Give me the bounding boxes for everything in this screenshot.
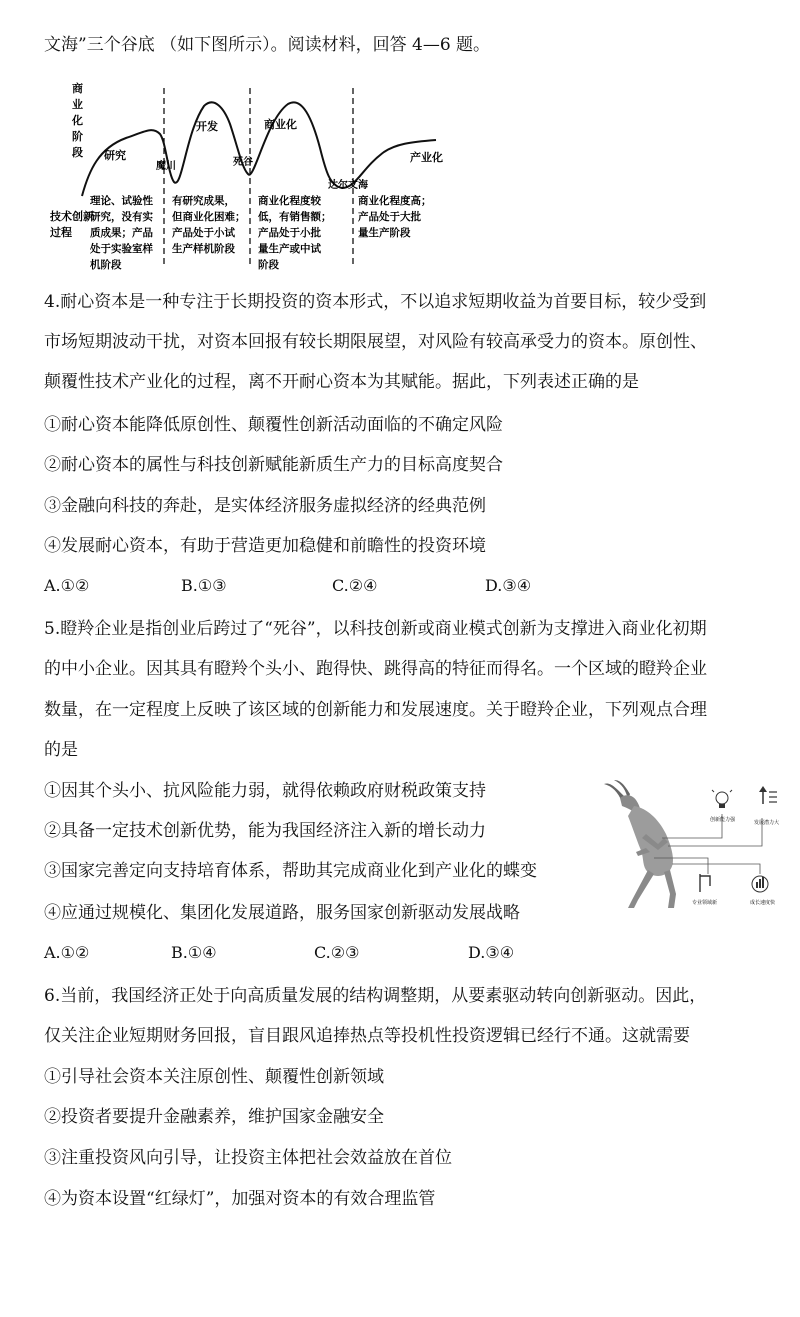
svg-text:段: 段: [72, 146, 83, 159]
peak-label-research: 研究: [104, 149, 126, 162]
svg-text:阶: 阶: [72, 130, 83, 143]
stage-text-line: 研究，没有实: [90, 211, 153, 223]
row-label-2: 过程: [50, 226, 72, 239]
q5-item-3: ③国家完善定向支持培育体系，帮助其完成商业化到产业化的蝶变: [44, 861, 537, 881]
stage-text-line: 商业化程度较: [258, 195, 321, 207]
stage-text-line: 量生产或中试: [258, 243, 321, 255]
intro-line: 文海”三个谷底 （如下图所示）。阅读材料，回答 4—6 题。: [44, 35, 491, 55]
valley-label-devils-river: 魔川: [156, 161, 176, 172]
growth-arrow-icon: [759, 786, 777, 804]
label-new-field: 专业领域新: [692, 900, 718, 906]
gazelle-illustration: [602, 778, 784, 914]
stage-text-line: 低，有销售额；: [258, 211, 332, 223]
bar-chart-icon: [752, 876, 768, 892]
valley-label-darwin-sea: 达尔文海: [328, 180, 368, 191]
flag-icon: [700, 874, 710, 892]
stage-text-line: 产品处于大批: [358, 211, 421, 223]
stage-text-line: 但商业化困难；: [172, 211, 246, 223]
stage-text-2: [172, 194, 246, 255]
stage-text-4: [358, 194, 432, 239]
stage-text-3: [258, 194, 332, 271]
label-fast-growth: 成长速度快: [750, 900, 776, 906]
label-potential: 发展潜力大: [754, 820, 780, 826]
axis-label: [71, 81, 83, 159]
q5-stem-4: 的是: [44, 740, 78, 760]
q6-item-1: ①引导社会资本关注原创性、颠覆性创新领域: [44, 1067, 384, 1087]
q5-item-2: ②具备一定技术创新优势，能为我国经济注入新的增长动力: [44, 821, 486, 841]
peak-label-commercialization: 商业化: [264, 118, 297, 131]
q4-stem-3: 颠覆性技术产业化的过程，离不开耐心资本为其赋能。据此，下列表述正确的是: [44, 372, 639, 392]
connector-line-4: [672, 864, 760, 874]
stage-text-line: 质成果；产品: [90, 227, 153, 239]
q6-item-3: ③注重投资风向引导，让投资主体把社会效益放在首位: [44, 1148, 452, 1168]
innovation-valley-diagram: [44, 78, 464, 274]
label-innovation: 创新能力强: [710, 817, 736, 823]
q5-stem-2: 的中小企业。因其具有瞪羚个头小、跑得快、跳得高的特征而得名。一个区域的瞪羚企业: [44, 659, 707, 679]
q4-option-b[interactable]: B.①③: [181, 576, 227, 595]
stage-text-1: [90, 194, 153, 271]
peak-label-development: 开发: [196, 120, 218, 133]
row-label: 技术创新: [50, 210, 94, 223]
svg-text:商: 商: [72, 82, 83, 95]
stage-text-line: 产品处于小批: [258, 227, 321, 239]
q6-item-4: ④为资本设置“红绿灯”，加强对资本的有效合理监管: [44, 1189, 436, 1209]
q5-option-a[interactable]: A.①②: [44, 943, 90, 962]
stage-text-line: 处于实验室样: [90, 243, 153, 255]
stage-text-line: 商业化程度高；: [358, 195, 432, 207]
innovation-curve: [82, 102, 436, 196]
q4-stem-2: 市场短期波动干扰，对资本回报有较长期限展望，对风险有较高承受力的资本。原创性、: [44, 332, 707, 352]
q6-stem-2: 仅关注企业短期财务回报，盲目跟风追捧热点等投机性投资逻辑已经行不通。这就需要: [44, 1026, 690, 1046]
stage-text-line: 机阶段: [90, 259, 122, 271]
q5-item-4: ④应通过规模化、集团化发展道路，服务国家创新驱动发展战略: [44, 903, 520, 923]
q5-item-1: ①因其个头小、抗风险能力弱，就得依赖政府财税政策支持: [44, 781, 486, 801]
svg-text:化: 化: [72, 114, 83, 127]
q4-item-4: ④发展耐心资本，有助于营造更加稳健和前瞻性的投资环境: [44, 536, 486, 556]
peak-label-industrialization: 产业化: [410, 151, 443, 164]
q5-stem-3: 数量，在一定程度上反映了该区域的创新能力和发展速度。关于瞪羚企业，下列观点合理: [44, 700, 707, 720]
svg-text:业: 业: [72, 98, 83, 111]
q5-option-c[interactable]: C.②③: [314, 943, 360, 962]
stage-text-line: 量生产阶段: [358, 227, 411, 239]
q4-item-1: ①耐心资本能降低原创性、颠覆性创新活动面临的不确定风险: [44, 415, 503, 435]
q4-option-c[interactable]: C.②④: [332, 576, 378, 595]
q6-item-2: ②投资者要提升金融素养，维护国家金融安全: [44, 1107, 384, 1127]
stage-text-line: 生产样机阶段: [172, 243, 235, 255]
stage-text-line: 产品处于小试: [172, 227, 235, 239]
q4-option-d[interactable]: D.③④: [485, 576, 532, 595]
q4-option-a[interactable]: A.①②: [44, 576, 90, 595]
stage-text-line: 理论、试验性: [90, 195, 153, 207]
lightbulb-icon: [712, 790, 732, 808]
stage-text-line: 阶段: [258, 259, 279, 271]
stage-text-line: 有研究成果，: [172, 195, 235, 207]
q5-option-b[interactable]: B.①④: [171, 943, 217, 962]
q6-stem-1: 6.当前，我国经济正处于向高质量发展的结构调整期，从要素驱动转向创新驱动。因此，: [44, 986, 707, 1006]
q5-option-d[interactable]: D.③④: [468, 943, 515, 962]
valley-label-death-valley: 死谷: [233, 157, 253, 168]
q4-item-2: ②耐心资本的属性与科技创新赋能新质生产力的目标高度契合: [44, 455, 503, 475]
q5-stem-1: 5.瞪羚企业是指创业后跨过了“死谷”，以科技创新或商业模式创新为支撑进入商业化初期: [44, 619, 707, 639]
q4-item-3: ③金融向科技的奔赴，是实体经济服务虚拟经济的经典范例: [44, 496, 486, 516]
q4-stem-1: 4.耐心资本是一种专注于长期投资的资本形式，不以追求短期收益为首要目标，较少受到: [44, 292, 707, 312]
